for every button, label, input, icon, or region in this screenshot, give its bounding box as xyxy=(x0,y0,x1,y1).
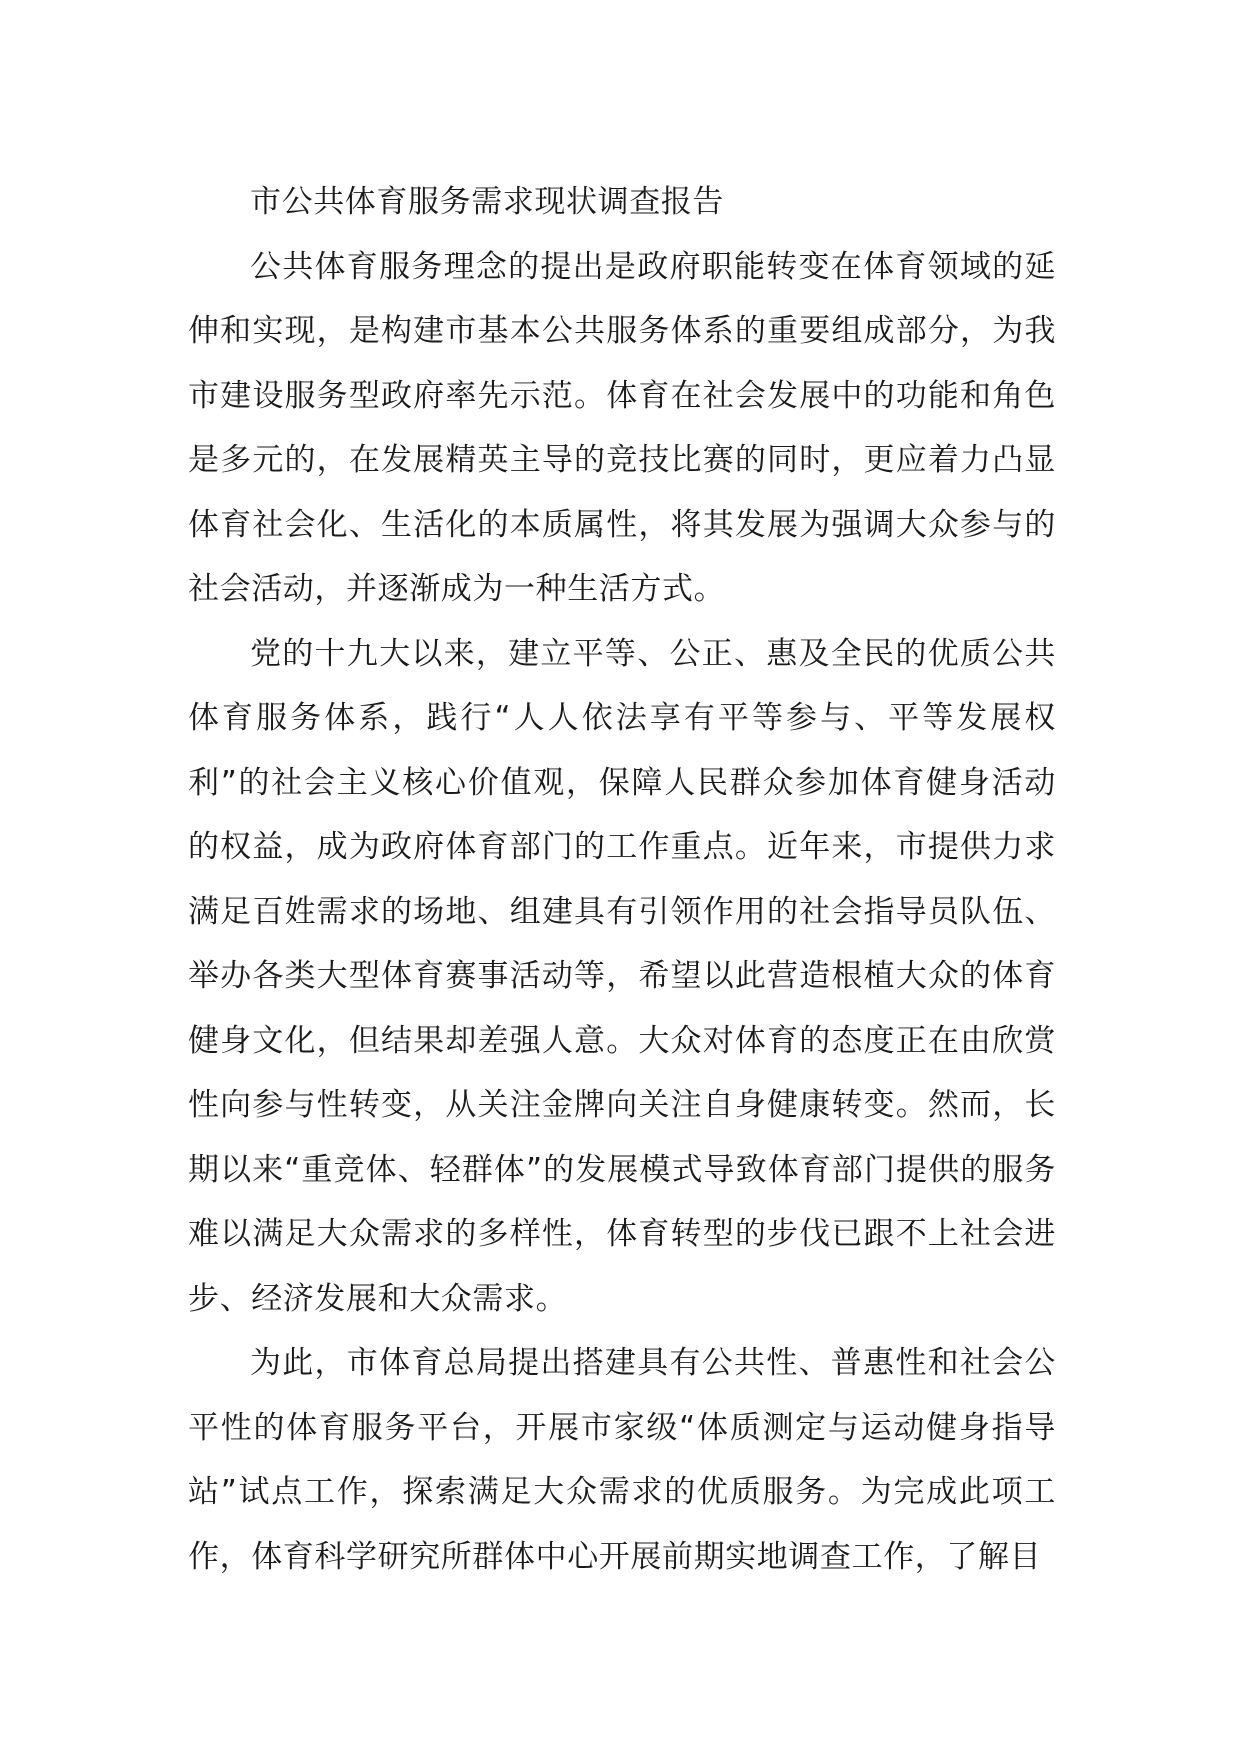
paragraph-1: 公共体育服务理念的提出是政府职能转变在体育领域的延伸和实现，是构建市基本公共服务体系的重要组成部分，为我市建设服务型政府率先示范。体育在社会发展中的功能和角色是多元的，在发展精英主导的竞技比赛的同时，更应着力凸显体育社会化、生活化的本质属性，将其发展为强调大众参与的社会活动，并逐渐成为一种生活方式。 xyxy=(188,248,1056,607)
document-body xyxy=(188,170,1056,1589)
document-title: 市公共体育服务需求现状调查报告 xyxy=(250,184,724,220)
paragraph-3: 为此，市体育总局提出搭建具有公共性、普惠性和社会公平性的体育服务平台，开展市家级“体质测定与运动健身指导站”试点工作，探索满足大众需求的优质服务。为完成此项工作，体育科学研究所群体中心开展前期实地调查工作，了解目 xyxy=(188,1345,1056,1575)
paragraph-2: 党的十九大以来，建立平等、公正、惠及全民的优质公共体育服务体系，践行“人人依法享有平等参与、平等发展权利”的社会主义核心价值观，保障人民群众参加体育健身活动的权益，成为政府体育部门的工作重点。近年来，市提供力求满足百姓需求的场地、组建具有引领作用的社会指导员队伍、举办各类大型体育赛事活动等，希望以此营造根植大众的体育健身文化，但结果却差强人意。大众对体育的态度正在由欣赏性向参与性转变，从关注金牌向关注自身健康转变。然而，长期以来“重竞体、轻群体”的发展模式导致体育部门提供的服务难以满足大众需求的多样性，体育转型的步伐已跟不上社会进步、经济发展和大众需求。 xyxy=(188,635,1056,1317)
